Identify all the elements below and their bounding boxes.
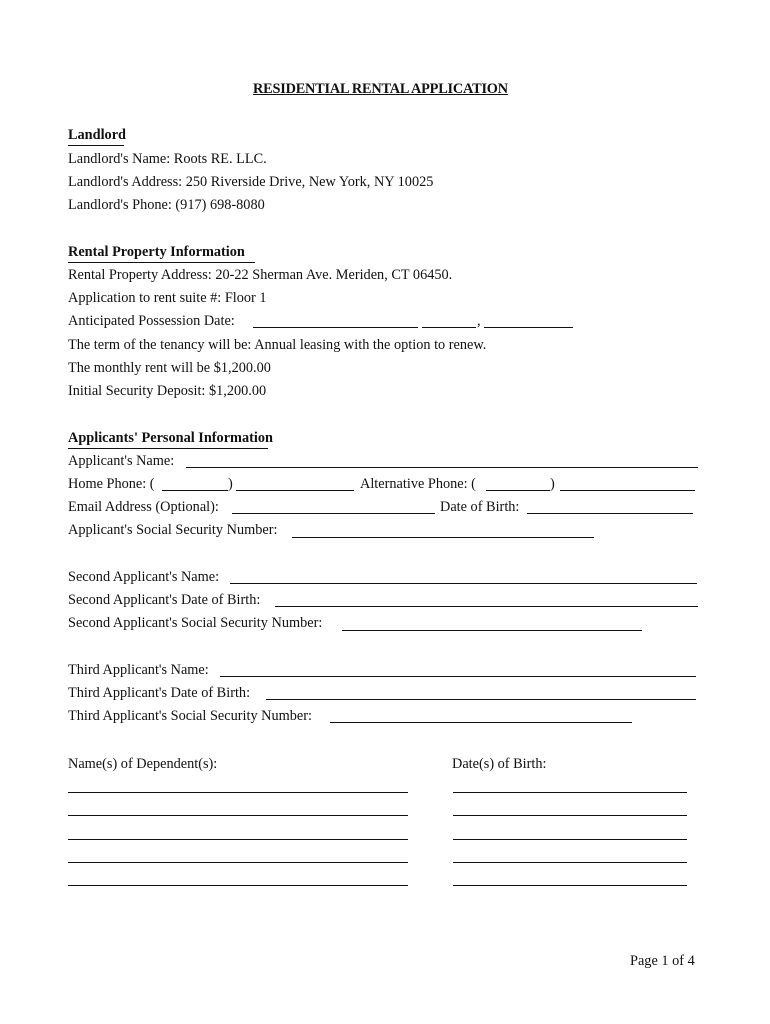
ssn-label: Applicant's Social Security Number: (68, 522, 278, 538)
second-applicant-ssn-field[interactable] (342, 630, 642, 631)
landlord-section-header: Landlord (68, 127, 127, 143)
third-applicant-name-label: Third Applicant's Name: (68, 662, 209, 678)
property-address-line: Rental Property Address: 20-22 Sherman Ave. Meriden, CT 06450. (68, 267, 453, 283)
dependent-name-field-4[interactable] (68, 862, 408, 863)
dependents-names-label: Name(s) of Dependent(s): (68, 756, 218, 772)
second-applicant-name-label: Second Applicant's Name: (68, 569, 220, 585)
possession-day-field[interactable] (422, 327, 476, 328)
document-title: RESIDENTIAL RENTAL APPLICATION (253, 81, 508, 97)
applicant-name-field[interactable] (186, 467, 698, 468)
landlord-name-line: Landlord's Name: Roots RE. LLC. (68, 151, 267, 167)
property-header-underline (68, 262, 255, 263)
dependent-dob-field-2[interactable] (453, 815, 687, 816)
dependent-dob-field-3[interactable] (453, 839, 687, 840)
landlord-header-underline (68, 145, 124, 146)
third-applicant-ssn-field[interactable] (330, 722, 632, 723)
email-label: Email Address (Optional): (68, 499, 219, 515)
applicants-header-underline (68, 448, 268, 449)
second-applicant-ssn-label: Second Applicant's Social Security Number: (68, 615, 323, 631)
second-applicant-dob-label: Second Applicant's Date of Birth: (68, 592, 261, 608)
third-applicant-dob-label: Third Applicant's Date of Birth: (68, 685, 251, 701)
home-phone-number-field[interactable] (236, 490, 354, 491)
second-applicant-dob-field[interactable] (275, 606, 698, 607)
possession-year-field[interactable] (484, 327, 573, 328)
third-applicant-name-field[interactable] (220, 676, 696, 677)
tenancy-line: The term of the tenancy will be: Annual leasing with the option to renew. (68, 337, 487, 353)
dependent-dob-field-5[interactable] (453, 885, 687, 886)
alt-phone-label: Alternative Phone: ( (360, 476, 476, 492)
applicant-name-label: Applicant's Name: (68, 453, 175, 469)
possession-comma: , (477, 313, 481, 329)
landlord-phone-line: Landlord's Phone: (917) 698-8080 (68, 197, 265, 213)
email-field[interactable] (232, 513, 435, 514)
possession-date-label: Anticipated Possession Date: (68, 313, 235, 329)
home-phone-area-field[interactable] (162, 490, 228, 491)
dob-label: Date of Birth: (440, 499, 520, 515)
ssn-field[interactable] (292, 537, 594, 538)
alt-phone-number-field[interactable] (560, 490, 695, 491)
alt-phone-area-field[interactable] (486, 490, 550, 491)
home-phone-label: Home Phone: ( (68, 476, 155, 492)
dependent-name-field-3[interactable] (68, 839, 408, 840)
possession-month-field[interactable] (253, 327, 418, 328)
alt-phone-close: ) (550, 476, 555, 492)
dependent-name-field-5[interactable] (68, 885, 408, 886)
dependent-dob-field-4[interactable] (453, 862, 687, 863)
third-applicant-ssn-label: Third Applicant's Social Security Number: (68, 708, 312, 724)
property-section-header: Rental Property Information (68, 244, 245, 260)
home-phone-close: ) (228, 476, 233, 492)
dependents-dates-label: Date(s) of Birth: (452, 756, 547, 772)
dob-field[interactable] (527, 513, 693, 514)
dependent-name-field-1[interactable] (68, 792, 408, 793)
second-applicant-name-field[interactable] (230, 583, 697, 584)
applicants-section-header: Applicants' Personal Information (68, 430, 273, 446)
landlord-address-line: Landlord's Address: 250 Riverside Drive, New York, NY 10025 (68, 174, 434, 190)
dependent-name-field-2[interactable] (68, 815, 408, 816)
third-applicant-dob-field[interactable] (266, 699, 696, 700)
page-number: Page 1 of 4 (630, 953, 695, 969)
suite-line: Application to rent suite #: Floor 1 (68, 290, 267, 306)
rent-line: The monthly rent will be $1,200.00 (68, 360, 271, 376)
dependent-dob-field-1[interactable] (453, 792, 687, 793)
deposit-line: Initial Security Deposit: $1,200.00 (68, 383, 267, 399)
